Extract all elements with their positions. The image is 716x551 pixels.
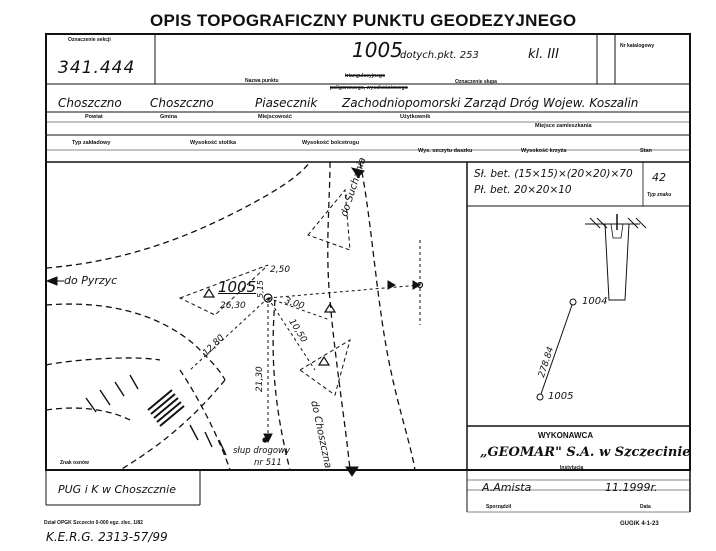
institution-label: Instytucja <box>560 465 584 471</box>
spec-pillar: Sł. bet. (15×15)×(20×20)×70 <box>474 168 633 180</box>
dist-26-30: 26,30 <box>220 301 246 311</box>
label-gmina: Gmina <box>160 114 178 120</box>
owner-value: PUG i K w Choszcznie <box>58 483 176 496</box>
option-polygon: poligonowego, wysokościowego <box>330 85 408 91</box>
point-number: 1005 <box>352 38 403 62</box>
executor-name: „GEOMAR" S.A. w Szczecinie <box>480 445 691 460</box>
point-1005-label: 1005 <box>218 278 257 296</box>
date-label: Data <box>640 504 651 510</box>
sheet-label: Oznaczenie sekcji <box>68 37 111 43</box>
profile-distance: 278.84 <box>537 345 557 379</box>
post-number: nr 511 <box>254 458 282 468</box>
dist-10-50: 10,50 <box>286 317 309 345</box>
post-label: słup drogowy <box>233 446 291 456</box>
label-typ: Typ zakładowy <box>72 140 111 146</box>
miejscowosc-value: Piasecznik <box>255 96 318 110</box>
dist-3-00: 3,00 <box>283 296 306 312</box>
date-value: 11.1999r. <box>605 481 658 494</box>
gmina-value: Choszczno <box>150 96 214 110</box>
uzytkownik-value: Zachodniopomorski Zarząd Dróg Wojew. Koszalin <box>342 96 639 110</box>
label-stan: Stan <box>640 148 652 154</box>
owner-label: Znak osnów <box>60 460 89 466</box>
dist-2-50: 2,50 <box>270 265 291 275</box>
executor-label: WYKONAWCA <box>538 431 594 440</box>
point-ref: dotych.pkt. 253 <box>400 50 479 61</box>
spec-plate: Pł. bet. 20×20×10 <box>474 184 572 196</box>
dist-5-15: 5,15 <box>256 280 265 298</box>
label-powiat: Powiat <box>85 114 103 120</box>
form-code: GUGiK 4-1-23 <box>620 521 659 527</box>
spec-sign-type-label: Typ znaku <box>647 192 672 198</box>
sheet-title: OPIS TOPOGRAFICZNY PUNKTU GEODEZYJNEGO <box>150 11 577 30</box>
kerg-number: K.E.R.G. 2313-57/99 <box>46 530 168 544</box>
road-to-pyrzyc: do Pyrzyc <box>64 274 118 287</box>
point-name-label: Nazwa punktu <box>245 78 279 84</box>
print-note: Dział OPGK Szczecin 0-000 egz. zlec. 1/82 <box>44 520 143 526</box>
sheet-value: 341.444 <box>58 58 136 78</box>
label-wys-krzyza: Wysokość krzyża <box>521 148 567 154</box>
dist-12-80: 12,80 <box>201 333 227 359</box>
point-class: kl. III <box>528 47 559 62</box>
powiat-value: Choszczno <box>58 96 122 110</box>
road-to-choszczno: do Choszczna <box>308 399 334 470</box>
dist-21-30: 21,30 <box>255 366 265 392</box>
profile-point-b: 1005 <box>548 391 574 402</box>
label-wys-stolika: Wysokość stolika <box>190 140 237 146</box>
profile-point-a: 1004 <box>582 296 608 307</box>
label-miejsce: Miejsce zamieszkania <box>535 123 592 129</box>
label-uzytkownik: Użytkownik <box>400 114 431 120</box>
operator-value: A.Amista <box>482 481 532 494</box>
catalog-label: Nr katalogowy <box>620 43 655 49</box>
operator-label: Sporządził <box>486 504 512 510</box>
label-miejscowosc: Miejscowość <box>258 114 292 120</box>
marker-label: Oznaczenie słupa <box>455 79 497 85</box>
road-to-suchania: do Suchania <box>339 156 369 219</box>
spec-sign-type: 42 <box>652 171 666 184</box>
option-triangulation: triangulacyjnego <box>345 73 386 79</box>
label-wys-bolca: Wysokość bolcetrogu <box>302 140 360 146</box>
label-wys-daszku: Wys. szczytu daszku <box>418 148 473 154</box>
